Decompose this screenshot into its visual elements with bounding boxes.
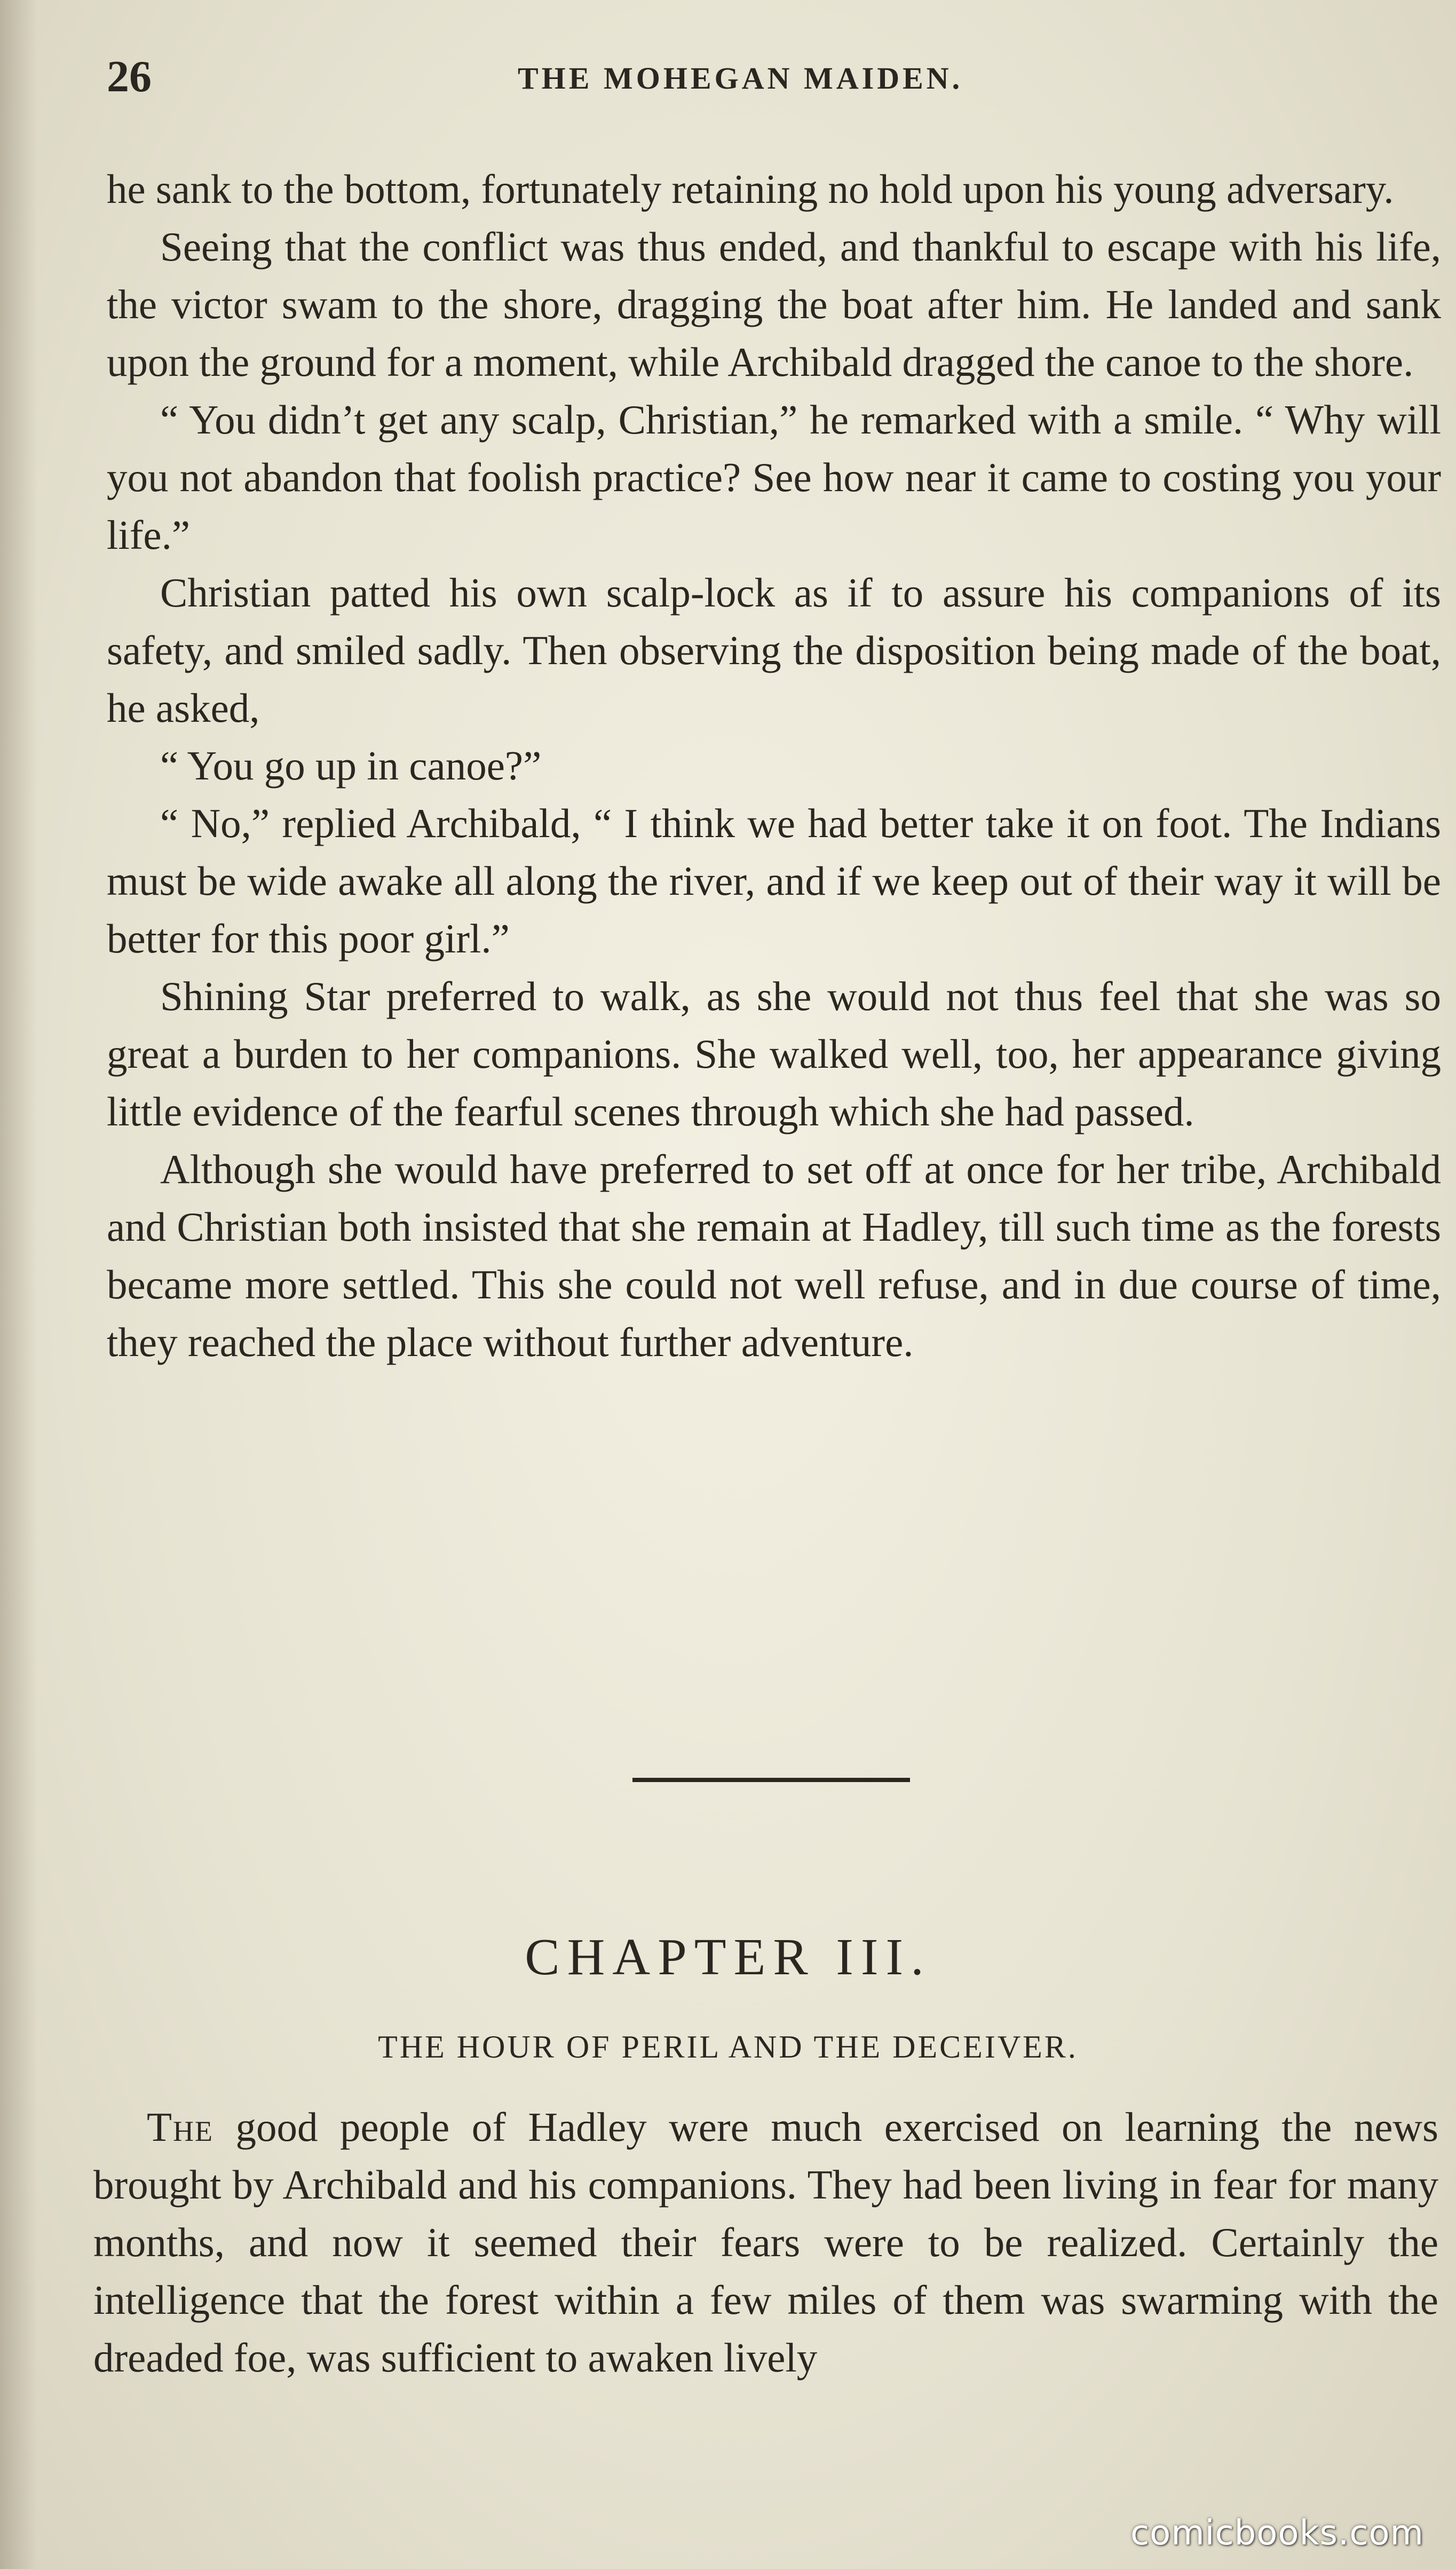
body-text xyxy=(107,160,1441,1371)
chapter-first-paragraph-text: good people of Hadley were much exercised on learning the news brought by Archibald and his companions. They had been living in fear for many months, and now it seemed their fears were to be realized. Certainly the intelligence that the forest within a few miles of them was swarming with the dreaded foe, was sufficient to awaken lively xyxy=(93,2104,1438,2381)
running-title: THE MOHEGAN MAIDEN. xyxy=(518,61,963,96)
paragraph: Seeing that the conflict was thus ended, and thankful to escape with his life, the victor swam to the shore, dragging the boat after him. He landed and sank upon the ground for a moment, while Archibald dragged the canoe to the shore. xyxy=(107,224,1441,385)
chapter-body xyxy=(93,2098,1438,2386)
chapter-subtitle: THE HOUR OF PERIL AND THE DECEIVER. xyxy=(378,2029,1078,2064)
paragraph: “ You didn’t get any scalp, Christian,” he remarked with a smile. “ Why will you not abandon that foolish practice? See how near it came to costing you your life.” xyxy=(107,397,1441,558)
section-divider xyxy=(632,1778,910,1782)
paragraph: he sank to the bottom, fortunately retaining no hold upon his young adversary. xyxy=(107,166,1394,212)
paragraph: Although she would have preferred to set off at once for her tribe, Archibald and Christian both insisted that she remain at Hadley, till such time as the forests became more settled. This she could not well refuse, and in due course of time, they reached the place without further adventure. xyxy=(107,1146,1441,1365)
paragraph: “ No,” replied Archibald, “ I think we had better take it on foot. The Indians must be wide awake all along the river, and if we keep out of their way it will be better for this poor girl.” xyxy=(107,800,1441,962)
page-number: 26 xyxy=(107,52,152,101)
page-header xyxy=(107,51,1452,109)
watermark: comicbooks.com xyxy=(1130,2513,1424,2553)
chapter-heading: CHAPTER III. xyxy=(525,1928,931,1986)
chapter-first-paragraph xyxy=(93,2098,1438,2386)
chapter-first-word: The xyxy=(147,2104,214,2150)
paragraph: Christian patted his own scalp-lock as if to assure his companions of its safety, and smiled sadly. Then observing the disposition being made of the boat, he asked, xyxy=(107,570,1441,731)
paragraph: “ You go up in canoe?” xyxy=(160,743,542,789)
binding-shadow xyxy=(0,0,37,2569)
paragraph: Shining Star preferred to walk, as she would not thus feel that she was so great a burden to her companions. She walked well, too, her appearance giving little evidence of the fearful scenes through which she had passed. xyxy=(107,973,1441,1134)
